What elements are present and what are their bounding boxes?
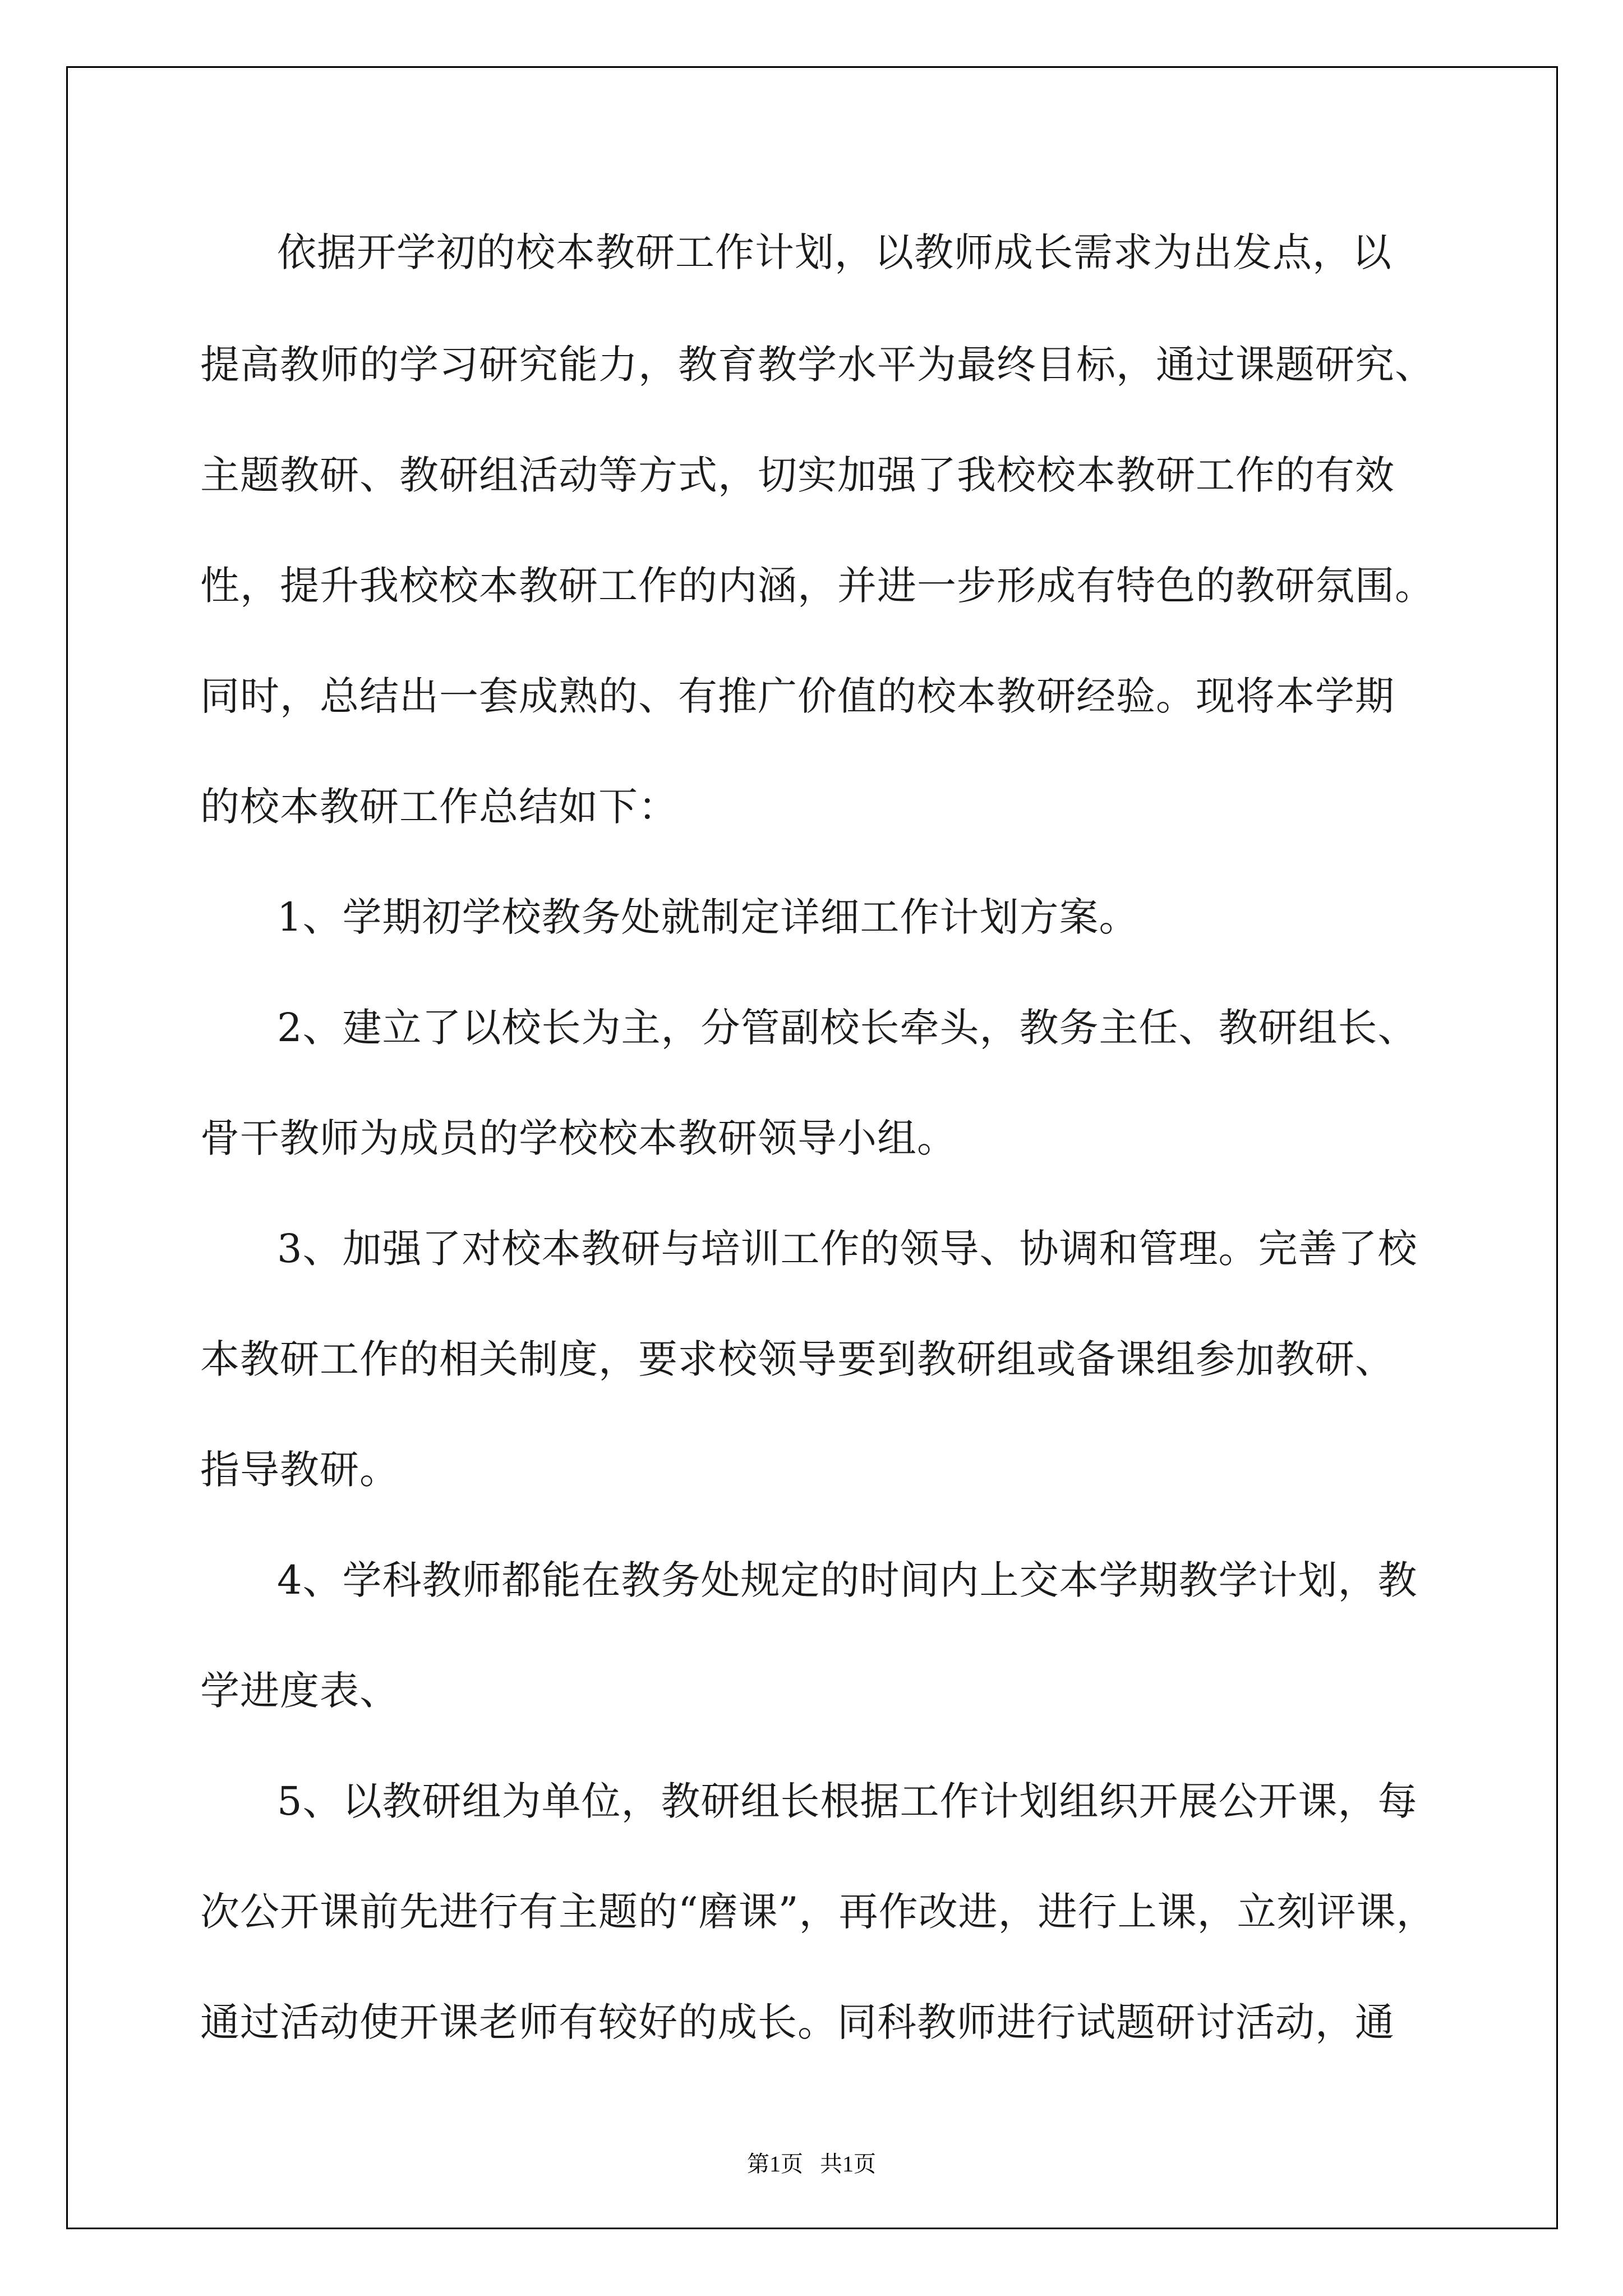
paragraph-intro-line-2: 提高教师的学习研究能力，教育教学水平为最终目标，通过课题研究、 bbox=[200, 342, 1435, 388]
list-item-3-line-2: 本教研工作的相关制度，要求校领导要到教研组或备课组参加教研、 bbox=[200, 1336, 1395, 1382]
list-item-5-line-3: 通过活动使开课老师有较好的成长。同科教师进行试题研讨活动，通 bbox=[200, 1999, 1395, 2045]
paragraph-intro-line-5: 同时，总结出一套成熟的、有推广价值的校本教研经验。现将本学期 bbox=[200, 673, 1395, 719]
list-item-4-line-2: 学进度表、 bbox=[200, 1668, 399, 1714]
list-item-2-line-1: 2、建立了以校长为主，分管副校长牵头，教务主任、教研组长、 bbox=[277, 1005, 1418, 1051]
list-item-5-line-2: 次公开课前先进行有主题的“磨课”，再作改进，进行上课，立刻评课， bbox=[200, 1889, 1436, 1935]
list-item-2-line-2: 骨干教师为成员的学校校本教研领导小组。 bbox=[200, 1115, 957, 1161]
page-footer: 第1页 共1页 bbox=[747, 2151, 876, 2177]
paragraph-intro-line-4: 性，提升我校校本教研工作的内涵，并进一步形成有特色的教研氛围。 bbox=[200, 563, 1435, 609]
paragraph-intro-line-1: 依据开学初的校本教研工作计划，以教师成长需求为出发点，以 bbox=[277, 229, 1392, 275]
list-item-4-line-1: 4、学科教师都能在教务处规定的时间内上交本学期教学计划，教 bbox=[277, 1557, 1418, 1603]
list-item-3-line-3: 指导教研。 bbox=[200, 1447, 399, 1493]
paragraph-intro-line-6: 的校本教研工作总结如下： bbox=[200, 784, 678, 830]
list-item-5-line-1: 5、以教研组为单位，教研组长根据工作计划组织开展公开课，每 bbox=[277, 1778, 1418, 1824]
list-item-3-line-1: 3、加强了对校本教研与培训工作的领导、协调和管理。完善了校 bbox=[277, 1226, 1418, 1272]
paragraph-intro-line-3: 主题教研、教研组活动等方式，切实加强了我校校本教研工作的有效 bbox=[200, 452, 1395, 498]
list-item-1-line-1: 1、学期初学校教务处就制定详细工作计划方案。 bbox=[277, 894, 1139, 940]
